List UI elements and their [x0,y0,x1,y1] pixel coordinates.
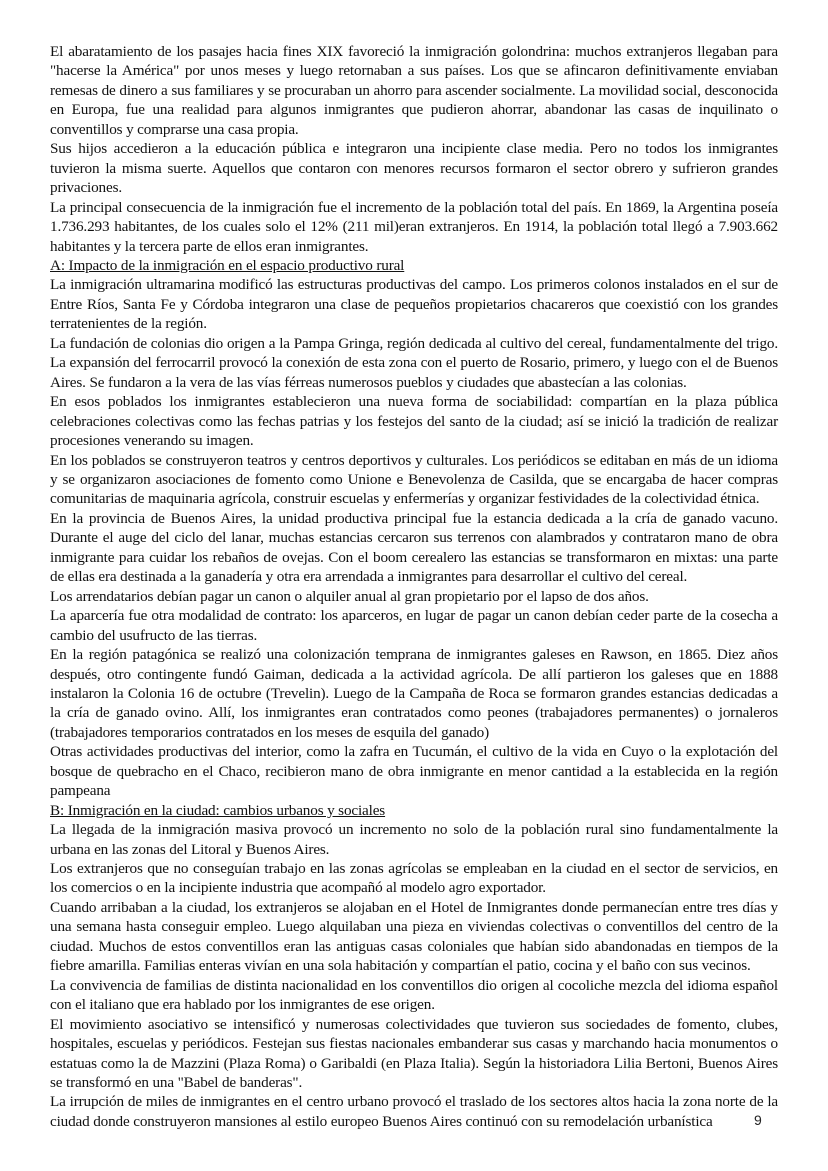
paragraph: La fundación de colonias dio origen a la Pampa Gringa, región dedicada al cultivo del cereal, fundamentalmente del trigo. La expansión del ferrocarril provocó la conexión de esta zona con el puerto de Rosario, primero, y luego con el de Buenos Aires. Se fundaron a la vera de las vías férreas numerosos pueblos y ciudades que abastecían a las colonias. [50,334,778,391]
paragraph: La irrupción de miles de inmigrantes en el centro urbano provocó el traslado de los sectores altos hacia la zona norte de la ciudad donde construyeron mansiones al estilo europeo Buenos Aires continuó con su remodelación urbanística [50,1093,778,1130]
page-number: 9 [754,1112,762,1128]
paragraph: La convivencia de familias de distinta nacionalidad en los conventillos dio origen al cocoliche mezcla del idioma español con el italiano que era hablado por los inmigrantes de ese origen. [50,976,778,1014]
paragraph: La llegada de la inmigración masiva provocó un incremento no solo de la población rural sino fundamentalmente la urbana en las zonas del Litoral y Buenos Aires. [50,821,778,858]
paragraph: La principal consecuencia de la inmigración fue el incremento de la población total del país. En 1869, la Argentina poseía 1.736.293 habitantes, de los cuales solo el 12% (211 mil)eran extranjeros. En 1914, la población total llegó a 7.903.662 habitantes y la tercera parte de ellos eran inmigrantes. [50,198,778,255]
paragraph: En los poblados se construyeron teatros y centros deportivos y culturales. Los periódicos se editaban en más de un idioma y se organizaron asociaciones de fomento como Unione e Benevolenza de Casilda, que se encargaba de hacer compras comunitarias de maquinaria agrícola, construir escuelas y enfermerías y organizar festividades de la colectividad étnica. [50,451,778,508]
paragraph: Los arrendatarios debían pagar un canon o alquiler anual al gran propietario por el lapso de dos años. [50,587,649,605]
paragraph: La inmigración ultramarina modificó las estructuras productivas del campo. Los primeros colonos instalados en el sur de Entre Ríos, Santa Fe y Córdoba integraron una clase de pequeños propietarios chacareros que coexistió con los grandes terratenientes de la región. [50,276,778,333]
paragraph: Otras actividades productivas del interior, como la zafra en Tucumán, el cultivo de la vida en Cuyo o la explotación del bosque de quebracho en el Chaco, recibieron mano de obra inmigrante en menor cantidad a la establecida en la región pampeana [50,743,778,800]
section-heading-a: A: Impacto de la inmigración en el espacio productivo rural [50,256,405,274]
paragraph: Sus hijos accedieron a la educación pública e integraron una incipiente clase media. Pero no todos los inmigrantes tuvieron la misma suerte. Aquellos que contaron con menores recursos formaron el sector obrero y sufrieron grandes privaciones. [50,140,778,197]
paragraph: En la provincia de Buenos Aires, la unidad productiva principal fue la estancia dedicada a la cría de ganado vacuno. Durante el auge del ciclo del lanar, muchas estancias cercaron sus terrenos con alambrados y contrataron mano de obra inmigrante para cuidar los rebaños de ovejas. Con el boom cerealero las estancias se transformaron en mixtas: una parte de ellas era destinada a la ganadería y otra era arrendada a inmigrantes para desarrollar el cultivo del cereal. [50,509,778,586]
paragraph: Cuando arribaban a la ciudad, los extranjeros se alojaban en el Hotel de Inmigrantes donde permanecían entre tres días y una semana hasta conseguir empleo. Luego alquilaban una pieza en viviendas colectivas o conventillos del centro de la ciudad. Muchos de estos conventillos eran las antiguas casas coloniales que habían sido abandonadas en tiempos de la fiebre amarilla. Familias enteras vivían en una sola habitación y compartían el patio, cocina y el baño con sus vecinos. [50,898,778,975]
document-body [50,42,778,1131]
paragraph: En esos poblados los inmigrantes establecieron una nueva forma de sociabilidad: compartían en la plaza pública celebraciones colectivas como las fechas patrias y los festejos del santo de la ciudad; así se inició la tradición de realizar procesiones venerando su imagen. [50,393,778,450]
paragraph: El abaratamiento de los pasajes hacia fines XIX favoreció la inmigración golondrina: muchos extranjeros llegaban para "hacerse la América" por unos meses y luego retornaban a sus países. Los que se afincaron definitivamente enviaban remesas de dinero a sus familiares y se procuraban un ahorro para ascender socialmente. La movilidad social, desconocida en Europa, fue una realidad para algunos inmigrantes que pudieron ahorrar, abandonar las casas de inquilinato o conventillos y comprarse una casa propia. [50,43,778,138]
paragraph: El movimiento asociativo se intensificó y numerosas colectividades que tuvieron sus sociedades de fomento, clubes, hospitales, escuelas y periódicos. Festejan sus fiestas nacionales embanderar sus casas y marchando hacia monumentos o estatuas como la de Mazzini (Plaza Roma) o Garibaldi (en Plaza Italia). Según la historiadora Lilia Bertoni, Buenos Aires se transformó en una "Babel de banderas". [50,1015,778,1092]
section-heading-b: B: Inmigración en la ciudad: cambios urbanos y sociales [50,801,386,819]
paragraph: La aparcería fue otra modalidad de contrato: los aparceros, en lugar de pagar un canon debían ceder parte de la cosecha a cambio del usufructo de las tierras. [50,607,778,644]
paragraph: En la región patagónica se realizó una colonización temprana de inmigrantes galeses en Rawson, en 1865. Diez años después, otro contingente fundó Gaiman, dedicada a la actividad agrícola. De allí partieron los galeses que en 1888 instalaron la Colonia 16 de octubre (Trevelin). Luego de la Campaña de Roca se formaron grandes estancias dedicadas a la cría de ganado ovino. Allí, los inmigrantes eran contratados como peones (trabajadores permanentes) o jornaleros (trabajadores temporarios contratados en los meses de esquila del ganado) [50,646,778,741]
paragraph: Los extranjeros que no conseguían trabajo en las zonas agrícolas se empleaban en la ciudad en el sector de servicios, en los comercios o en la incipiente industria que acompañó al modelo agro exportador. [50,860,778,897]
